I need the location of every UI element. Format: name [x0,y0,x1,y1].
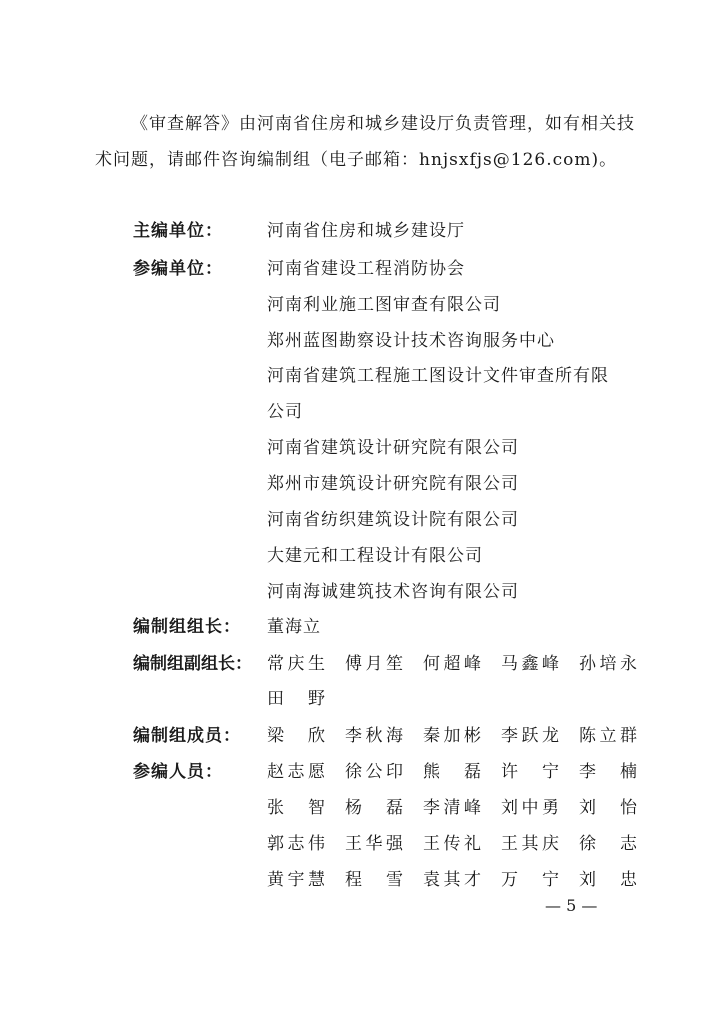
participants-row [267,865,637,890]
participating-unit-item: 河南省建设工程消防协会 [267,259,465,279]
person-name: 李秋海 [345,726,403,746]
person-name: 黄宇慧 [267,870,325,890]
person-name: 徐志 [579,834,637,854]
participants-label: 参编人员： [133,762,223,782]
participants-row [267,757,637,782]
person-name: 常庆生 [267,654,325,674]
participating-units-label: 参编单位： [133,259,223,279]
person-name: 万宁 [501,870,559,890]
person-name: 刘怡 [579,798,637,818]
deputy-leaders-label: 编制组副组长： [133,654,252,674]
person-name: 王华强 [345,834,403,854]
person-name: 李清峰 [423,798,481,818]
participating-unit-item: 郑州蓝图勘察设计技术咨询服务中心 [267,331,555,351]
person-name: 杨磊 [345,798,403,818]
person-name: 王传礼 [423,834,481,854]
person-name: 熊磊 [423,762,481,782]
page-number: — 5 — [545,896,598,915]
participating-unit-item: 大建元和工程设计有限公司 [267,546,483,566]
person-name: 程雪 [345,870,403,890]
person-name: 张智 [267,798,325,818]
person-name: 郭志伟 [267,834,325,854]
person-name: 李跃龙 [501,726,559,746]
members-row [267,721,637,746]
person-name: 陈立群 [579,726,637,746]
person-name: 赵志愿 [267,762,325,782]
deputy-leaders-row [267,684,637,709]
person-name: 刘中勇 [501,798,559,818]
deputy-leaders-row [267,649,637,674]
participants-row [267,829,637,854]
person-name: 王其庆 [501,834,559,854]
chief-unit-value: 河南省住房和城乡建设厅 [267,221,465,241]
person-name: 刘忠 [579,870,637,890]
person-name: 傅月笙 [345,654,403,674]
intro-paragraph: 《审查解答》由河南省住房和城乡建设厅负责管理，如有相关技术问题，请邮件咨询编制组（电子邮箱：hnjsxfjs@126.com)。 [95,114,635,170]
person-name: 马鑫峰 [501,654,559,674]
participating-unit-item: 郑州市建筑设计研究院有限公司 [267,474,519,494]
participating-unit-item: 河南海诚建筑技术咨询有限公司 [267,582,519,602]
participants-row [267,793,637,818]
person-name: 何超峰 [423,654,481,674]
chief-unit-label: 主编单位： [133,221,223,241]
leader-value: 董海立 [267,617,321,637]
person-name: 李楠 [579,762,637,782]
members-label: 编制组成员： [133,726,241,746]
person-name: 许宁 [501,762,559,782]
person-name: 袁其才 [423,870,481,890]
person-name: 孙培永 [579,654,637,674]
participating-unit-item: 河南省纺织建筑设计院有限公司 [267,510,519,530]
person-name: 田野 [267,689,325,709]
person-name: 徐公印 [345,762,403,782]
participating-unit-item: 河南省建筑工程施工图设计文件审查所有限 [267,366,609,386]
leader-label: 编制组组长： [133,617,241,637]
participating-unit-item: 河南利业施工图审查有限公司 [267,295,501,315]
participating-unit-item: 公司 [267,402,303,422]
participating-unit-item: 河南省建筑设计研究院有限公司 [267,438,519,458]
person-name: 梁欣 [267,726,325,746]
person-name: 秦加彬 [423,726,481,746]
